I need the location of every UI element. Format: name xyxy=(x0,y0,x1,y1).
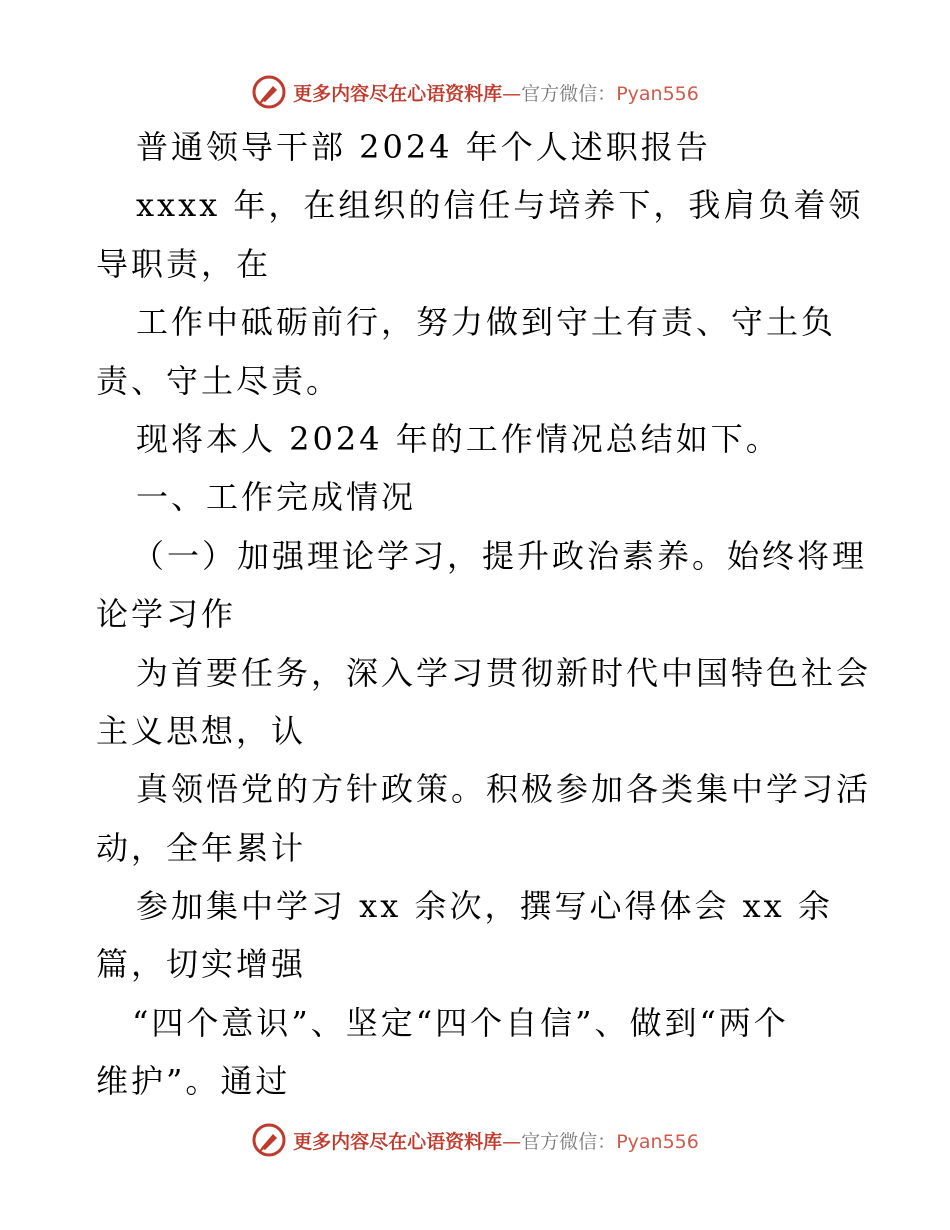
site-name: 更多内容尽在心语资料库 xyxy=(293,1130,503,1153)
paragraph-line: 工作中砥砺前行，努力做到守土有责、守土负 xyxy=(136,303,837,342)
banner-content xyxy=(251,1122,699,1158)
paragraph-line: 责、守土尽责。 xyxy=(96,361,342,400)
header-banner xyxy=(0,72,950,112)
paragraph-line: 真领悟党的方针政策。积极参加各类集中学习活 xyxy=(136,770,872,809)
contact-id: Pyan556 xyxy=(616,1130,699,1153)
paragraph-line: 篇，切实增强 xyxy=(96,945,307,984)
banner-dash: — xyxy=(502,1130,522,1153)
contact-id: Pyan556 xyxy=(616,82,699,105)
subsection-heading: （一）加强理论学习，提升政治素养。始终将理 xyxy=(132,536,868,575)
paragraph-line: “四个意识”、坚定“四个自信”、做到“两个 xyxy=(132,1003,789,1042)
site-name: 更多内容尽在心语资料库 xyxy=(293,82,503,105)
paragraph-line: 现将本人 2024 年的工作情况总结如下。 xyxy=(136,419,781,458)
paragraph-line: 参加集中学习 xx 余次，撰写心得体会 xx 余 xyxy=(136,887,833,926)
pen-circle-icon xyxy=(251,74,287,110)
pen-circle-icon xyxy=(251,1122,287,1158)
paragraph-line: 论学习作 xyxy=(96,595,237,634)
official-label: 官方微信： xyxy=(521,82,617,105)
document-body xyxy=(96,118,872,1111)
banner-content xyxy=(251,74,699,110)
document-title: 普通领导干部 2024 年个人述职报告 xyxy=(136,128,711,166)
paragraph-line: 维护”。通过 xyxy=(96,1062,291,1101)
banner-dash: — xyxy=(502,82,522,105)
banner-text xyxy=(293,79,699,106)
paragraph-line: 动，全年累计 xyxy=(96,828,307,867)
banner-text xyxy=(293,1127,699,1154)
footer-banner xyxy=(0,1120,950,1160)
paragraph-line: 导职责，在 xyxy=(96,244,272,283)
section-heading: 一、工作完成情况 xyxy=(136,478,417,517)
paragraph-line: 主义思想，认 xyxy=(96,711,307,750)
official-label: 官方微信： xyxy=(521,1130,617,1153)
paragraph-line: 为首要任务，深入学习贯彻新时代中国特色社会 xyxy=(136,653,872,692)
paragraph-line: xxxx 年，在组织的信任与培养下，我肩负着领 xyxy=(136,186,864,225)
